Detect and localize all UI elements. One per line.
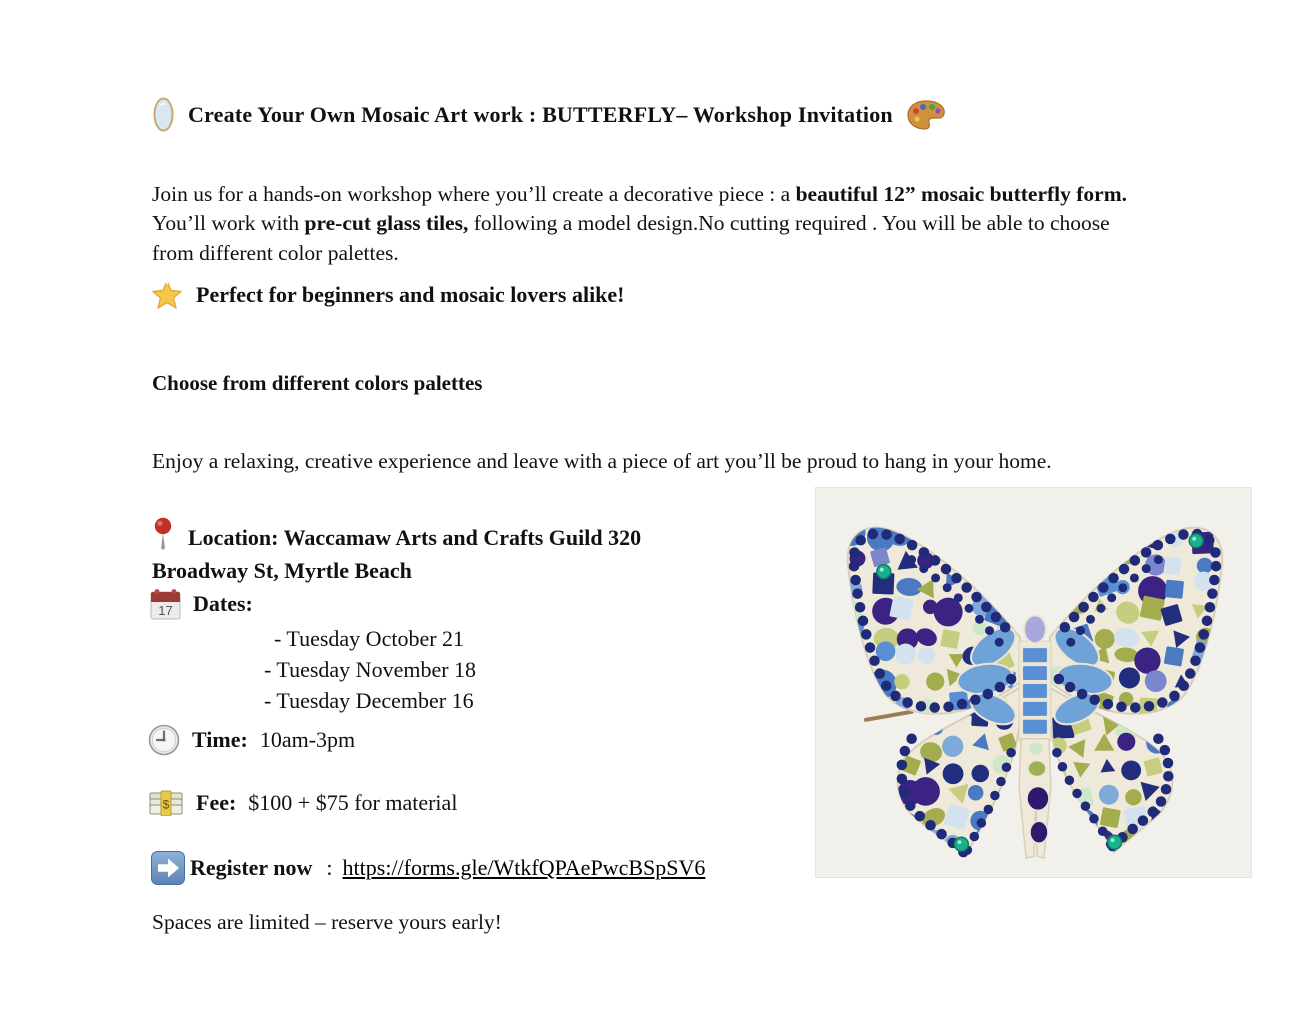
dates-label: Dates: xyxy=(193,591,253,616)
dates-row xyxy=(150,588,253,620)
intro-bold: pre-cut glass tiles, xyxy=(304,211,469,235)
intro-bold: beautiful 12” mosaic butterfly form. xyxy=(795,181,1127,206)
register-link[interactable]: https://forms.gle/WtkfQPAePwcBSpSV6 xyxy=(342,855,706,880)
highlight-row xyxy=(150,278,625,312)
clock-icon xyxy=(148,724,180,756)
location-label: Location: xyxy=(188,525,279,550)
svg-text:$: $ xyxy=(162,797,170,812)
location-line1: Waccamaw Arts and Crafts Guild 320 xyxy=(283,525,642,550)
register-row xyxy=(150,850,705,886)
footer-note: Spaces are limited – reserve yours early! xyxy=(152,910,502,934)
right-arrow-icon xyxy=(150,850,186,886)
date-item: - Tuesday December 16 xyxy=(264,688,474,713)
money-icon xyxy=(148,790,184,816)
title-row xyxy=(152,96,946,133)
calendar-day: 17 xyxy=(158,603,173,618)
glowing-star-icon xyxy=(150,278,184,312)
register-label: Register now xyxy=(190,855,313,880)
time-row xyxy=(148,724,355,756)
page-title: Create Your Own Mosaic Art work : BUTTERFLY– Workshop Invitation xyxy=(188,101,893,127)
intro-paragraph xyxy=(152,180,1152,269)
location-block xyxy=(152,517,812,587)
time-label: Time: xyxy=(192,727,248,752)
butterfly-mosaic-image xyxy=(816,488,1251,877)
mirror-gem-icon xyxy=(152,96,175,133)
highlight-text: Perfect for beginners and mosaic lovers alike! xyxy=(196,282,625,307)
dates-list xyxy=(264,623,476,716)
intro-text: You’ll work with xyxy=(152,211,305,235)
pushpin-icon xyxy=(152,517,174,551)
artist-palette-icon xyxy=(906,99,946,131)
palettes-heading: Choose from different colors palettes xyxy=(152,371,483,395)
date-item: - Tuesday October 21 xyxy=(274,626,465,651)
time-value: 10am-3pm xyxy=(259,727,356,752)
date-item: - Tuesday November 18 xyxy=(264,657,477,682)
butterfly-photo xyxy=(815,487,1252,878)
intro-text: Join us for a hands-on workshop where you’ll create a decorative piece : a xyxy=(152,181,796,206)
fee-value: $100 + $75 for material xyxy=(248,790,458,815)
calendar-icon xyxy=(150,588,181,620)
intro-text: following a model design.No cutting required . You will be able to choose from different color palettes. xyxy=(152,211,1110,265)
register-colon: : xyxy=(326,855,333,880)
fee-row xyxy=(148,790,457,816)
fee-label: Fee: xyxy=(196,790,237,815)
experience-paragraph: Enjoy a relaxing, creative experience and leave with a piece of art you’ll be proud to hang in your home. xyxy=(152,448,1052,473)
location-line2: Broadway St, Myrtle Beach xyxy=(152,558,412,583)
